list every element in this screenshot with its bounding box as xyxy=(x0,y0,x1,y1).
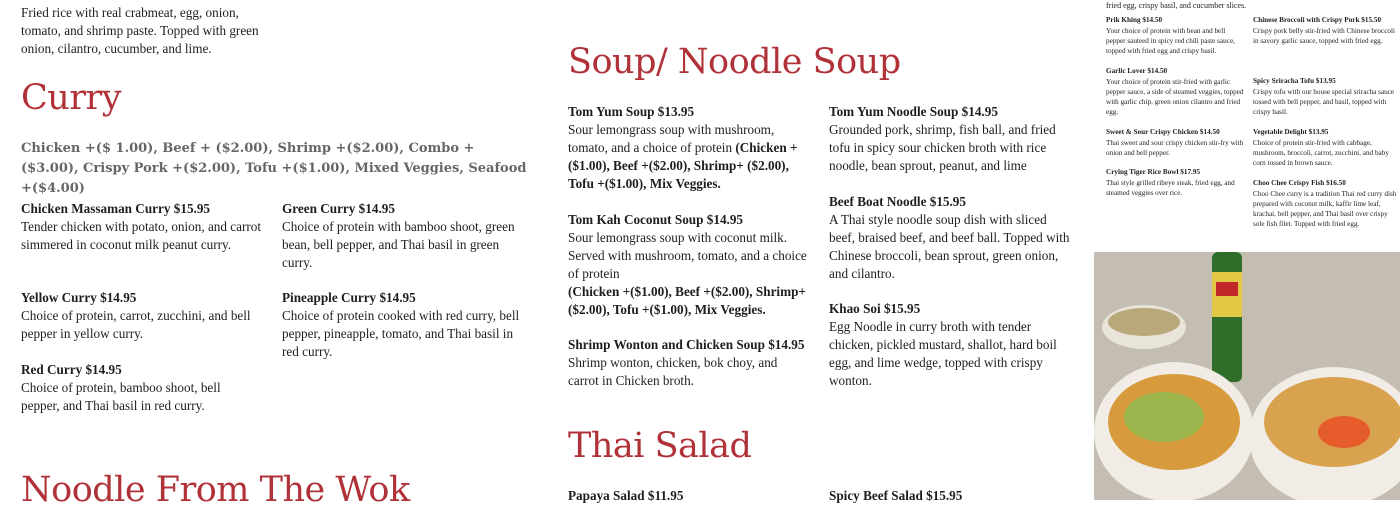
item-description: Choo Chee curry is a tradition Thai red curry dish prepared with coconut milk, kaffir lime leaf, krachai, bell pepper, and Thai basil over crispy sole fish filet. Topped with fried egg. xyxy=(1253,190,1397,228)
menu-item xyxy=(282,200,527,272)
item-description: Shrimp wonton, chicken, bok choy, and carrot in Chicken broth. xyxy=(568,355,778,388)
item-name: Shrimp Wonton and Chicken Soup $14.95 xyxy=(568,337,805,352)
item-description: Thai sweet and sour crispy chicken stir-fry with onion and bell pepper. xyxy=(1106,139,1244,157)
item-name: Tom Kah Coconut Soup $14.95 xyxy=(568,212,744,227)
item-name: Beef Boat Noodle $15.95 xyxy=(829,194,966,209)
item-name: Papaya Salad $11.95 xyxy=(568,488,684,503)
item-name: Choo Chee Crispy Fish $16.50 xyxy=(1253,179,1346,187)
menu-item-crab-fried-rice xyxy=(21,0,261,58)
menu-item xyxy=(1106,15,1246,56)
food-photo-illustration xyxy=(1094,252,1400,500)
item-description: Crispy pork belly stir-fried with Chinese broccoli in savory garlic sauce, topped with fried egg. xyxy=(1253,27,1395,45)
item-name: Chinese Broccoli with Crispy Pork $15.50 xyxy=(1253,16,1382,24)
menu-item xyxy=(1106,127,1246,158)
menu-item xyxy=(1106,167,1246,198)
item-name: Khao Soi $15.95 xyxy=(829,301,921,316)
item-description: A Thai style noodle soup dish with sliced beef, braised beef, and beef ball. Topped with Chinese broccoli, bean sprout, green onion, and cilantro. xyxy=(829,212,1070,281)
item-name: Red Curry $14.95 xyxy=(21,362,122,377)
menu-item xyxy=(829,103,1074,175)
item-description xyxy=(568,121,808,193)
menu-item xyxy=(568,103,808,193)
item-description: Grounded pork, shrimp, fish ball, and fried tofu in spicy sour chicken broth with rice noodle, bean sprout, peanut, and lime xyxy=(829,122,1056,173)
item-name: Vegetable Delight $13.95 xyxy=(1253,128,1329,136)
item-name: Sweet & Sour Crispy Chicken $14.50 xyxy=(1106,128,1220,136)
item-name: Prik Khing $14.50 xyxy=(1106,16,1163,24)
item-name: Spicy Beef Salad $15.95 xyxy=(829,488,963,503)
menu-item xyxy=(21,200,266,254)
menu-item xyxy=(829,487,1074,505)
protein-options: (Chicken +($1.00), Beef +($2.00), Shrimp+ ($2.00), Tofu +($1.00), Mix Veggies. xyxy=(568,140,798,191)
item-description-text: Sour lemongrass soup with mushroom, tomato, and a choice of protein xyxy=(568,122,775,155)
menu-item xyxy=(1106,66,1246,117)
item-description: Choice of protein with bamboo shoot, green bean, bell pepper, and Thai basil in green curry. xyxy=(282,219,515,270)
section-heading-curry: Curry xyxy=(21,78,122,118)
menu-item xyxy=(568,487,813,505)
protein-options: (Chicken +($1.00), Beef +($2.00), Shrimp+ ($2.00), Tofu +($1.00), Mix Veggies. xyxy=(568,284,806,317)
item-name: Pineapple Curry $14.95 xyxy=(282,290,416,305)
food-photo xyxy=(1094,252,1400,500)
item-description: Fried rice with real crabmeat, egg, onion, tomato, and shrimp paste. Topped with green onion, cilantro, cucumber, and lime. xyxy=(21,5,259,56)
menu-item xyxy=(829,193,1074,283)
section-heading-soup: Soup/ Noodle Soup xyxy=(568,42,901,82)
item-description: fried egg, crispy basil, and cucumber slices. xyxy=(1106,1,1247,10)
item-description: Tender chicken with potato, onion, and carrot simmered in coconut milk peanut curry. xyxy=(21,219,262,252)
menu-item xyxy=(21,361,236,415)
item-description: Choice of protein stir-fried with cabbage, mushroom, broccoli, carrot, zucchini, and baby corn tossed in brown sauce. xyxy=(1253,139,1389,167)
item-name: Crying Tiger Rice Bowl $17.95 xyxy=(1106,168,1201,176)
menu-item xyxy=(1253,15,1398,46)
protein-options: Chicken +($ 1.00), Beef + ($2.00), Shrimp +($2.00), Combo +($3.00), Crispy Pork +($2.00), Tofu +($1.00), Mixed Veggies, Seafood +($4.00) xyxy=(21,141,527,196)
item-description: Choice of protein cooked with red curry, bell pepper, pineapple, tomato, and Thai basil in red curry. xyxy=(282,308,520,359)
item-description: Choice of protein, bamboo shoot, bell pepper, and Thai basil in red curry. xyxy=(21,380,221,413)
item-name: Garlic Lover $14.50 xyxy=(1106,67,1168,75)
item-description: Your choice of protein stir-fried with garlic pepper sauce, a side of steamed veggies, topped with garlic chip, green onion cilantro and fried egg. xyxy=(1106,78,1244,116)
item-description: Choice of protein, carrot, zucchini, and bell pepper in yellow curry. xyxy=(21,308,251,341)
item-description: Sour lemongrass soup with coconut milk. Served with mushroom, tomato, and a choice of protein xyxy=(568,230,807,281)
menu-item xyxy=(1253,76,1398,117)
item-name: Tom Yum Soup $13.95 xyxy=(568,104,695,119)
item-name: Tom Yum Noodle Soup $14.95 xyxy=(829,104,998,119)
item-name: Green Curry $14.95 xyxy=(282,201,395,216)
item-name: Spicy Sriracha Tofu $13.95 xyxy=(1253,77,1336,85)
section-heading-thai-salad: Thai Salad xyxy=(568,426,752,466)
item-description: Thai style grilled ribeye steak, fried egg, and steamed veggies over rice. xyxy=(1106,179,1235,197)
menu-item xyxy=(568,336,808,390)
menu-item xyxy=(568,211,808,319)
menu-item xyxy=(282,289,527,361)
menu-item xyxy=(1253,178,1398,229)
item-description: Your choice of protein with bean and bell pepper sauteed in spicy red chili paste sauce, topped with fried egg and crispy basil. xyxy=(1106,27,1235,55)
item-description: Egg Noodle in curry broth with tender chicken, pickled mustard, shallot, hard boil egg, and lime wedge, topped with crispy wonton. xyxy=(829,319,1057,388)
item-name: Chicken Massaman Curry $15.95 xyxy=(21,201,211,216)
menu-item xyxy=(829,300,1064,390)
item-description: Crispy tofu with our house special sriracha sauce tossed with bell pepper, and basil, topped with crispy basil. xyxy=(1253,88,1395,116)
item-name: Yellow Curry $14.95 xyxy=(21,290,137,305)
section-heading-noodle-wok: Noodle From The Wok xyxy=(21,470,410,510)
menu-item xyxy=(21,289,266,343)
menu-item xyxy=(1253,127,1398,168)
